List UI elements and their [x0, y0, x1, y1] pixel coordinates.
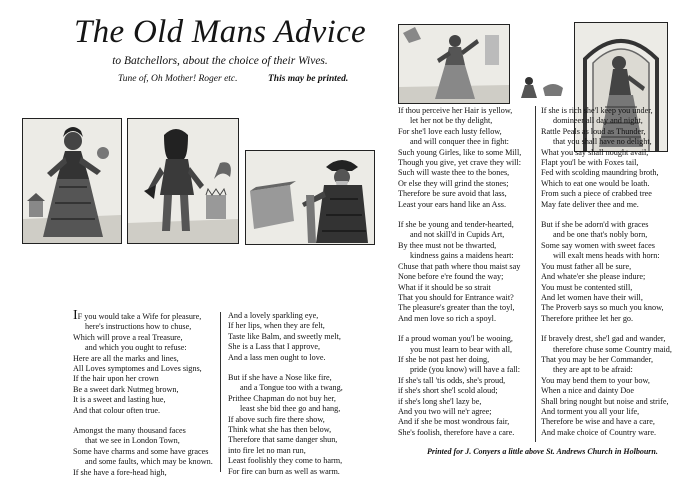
- verse-column-1: [73, 308, 213, 478]
- printed-note: This may be printed.: [268, 74, 349, 84]
- verse-line: You must be contented still,: [541, 282, 633, 292]
- verse-line: The pleasure's greater than the toyl,: [398, 303, 515, 313]
- verse-line: If she be young and tender-hearted,: [398, 220, 514, 230]
- verse-line: Think what she has then below,: [228, 425, 332, 435]
- verse-line: Or else they will grind the stones;: [398, 178, 509, 188]
- verse-line: Flapt you'l be with Foxes tail,: [541, 158, 639, 168]
- verse-line: Which to eat one would be loath.: [541, 178, 650, 188]
- verse-line: And torment you all your life,: [541, 406, 640, 416]
- verse-line: therefore chuse some Country maid,: [553, 344, 672, 354]
- verse-line: Some have charms and some have graces: [73, 446, 209, 456]
- verse-line: If her lips, when they are felt,: [228, 321, 325, 331]
- lady-woodcut: [398, 24, 510, 104]
- verse-line: Such young Girles, like to some Mill,: [398, 147, 522, 157]
- verse-line: Though you give, yet crave they will:: [398, 158, 522, 168]
- verse-line: Here are all the marks and lines,: [73, 353, 179, 363]
- verse-line: and will conquer thee in fight:: [410, 137, 509, 147]
- verse-line: Prithee Chapman do not buy her,: [228, 393, 336, 403]
- drop-cap: I: [73, 308, 78, 323]
- verse-line: And a lovely sparkling eye,: [228, 311, 319, 320]
- verse-line: that you shall have no delight,: [553, 137, 652, 147]
- verse-line: and some faults, which may be known.: [85, 457, 213, 467]
- tune-note: Tune of, Oh Mother! Roger etc.: [118, 74, 238, 84]
- ballad-subtitle: to Batchellors, about the choice of their Wives.: [112, 55, 328, 67]
- verse-line: She is a Lass that I approve,: [228, 342, 321, 352]
- verse-line: May fate deliver thee and me.: [541, 199, 639, 209]
- verse-line: You must father all be sure,: [541, 261, 632, 271]
- verse-line: If she's tall 'tis odds, she's proud,: [398, 375, 506, 385]
- verse-line: Which will prove a real Treasure,: [73, 332, 183, 342]
- verse-line: And let women have their will,: [541, 292, 643, 302]
- verse-line: and not skill'd in Cupids Art,: [410, 230, 505, 240]
- verse-line: Least your ears hand like an Ass.: [398, 199, 506, 209]
- verse-line: She's foolish, therefore have a care.: [398, 427, 515, 437]
- verse-line: If thou perceive her Hair is yellow,: [398, 106, 513, 115]
- verse-line: if she's short she'l scold aloud;: [398, 386, 498, 396]
- small-figure-icon: [513, 74, 567, 100]
- verse-line: you must learn to bear with all,: [410, 344, 513, 354]
- verse-line: and a Tongue too with a twang,: [240, 383, 343, 393]
- verse-line: All Loves symptomes and Loves signs,: [73, 364, 202, 374]
- verse-column-3: [398, 106, 521, 438]
- verse-line: If a proud woman you'l be wooing,: [398, 334, 513, 344]
- verse-line: Fed with scolding maundring broth,: [541, 168, 659, 178]
- verse-line: Therefore that same danger shun,: [228, 435, 338, 445]
- verse-line: You may bend them to your bow,: [541, 375, 650, 385]
- woman-figure-icon: [23, 119, 121, 243]
- verse-line: If bravely drest, she'l gad and wander,: [541, 334, 666, 344]
- verse-line: If above such fire there show,: [228, 414, 325, 424]
- verse-line: if she's long she'l lazy be,: [398, 396, 482, 406]
- verse-line: From such a piece of crabbed tree: [541, 189, 652, 199]
- verse-line: that we see in London Town,: [85, 436, 180, 446]
- verse-line: and which you ought to refuse:: [85, 343, 187, 353]
- gentleman-figure-icon: [128, 119, 238, 243]
- verse-line: By thee must not be thwarted,: [398, 240, 497, 250]
- small-figure-woodcut: [513, 74, 567, 100]
- lady-figure-icon: [399, 25, 509, 103]
- verse-line: kindness gains a maidens heart:: [410, 251, 514, 261]
- gentleman-woodcut: [127, 118, 239, 244]
- verse-line: It is a sweet and lasting hue,: [73, 395, 166, 405]
- verse-line: pride (you know) will have a fall:: [410, 365, 521, 375]
- woman-woodcut: [22, 118, 122, 244]
- verse-line: If the hair upon her crown: [73, 374, 159, 384]
- verse-line: And whate'er she please indure;: [541, 272, 646, 282]
- verse-line: Therefore be sure avoid that lass,: [398, 189, 507, 199]
- verse-line: When a nice and dainty Doe: [541, 386, 634, 396]
- verse-line: Therefore prithee let her go.: [541, 313, 634, 323]
- verse-column-4: [541, 106, 672, 438]
- verse-line: And you two will ne'r agree;: [398, 406, 492, 416]
- verse-line: Be a sweet dark Nutmeg brown,: [73, 384, 179, 394]
- verse-line: For she'l love each lusty fellow,: [398, 126, 502, 136]
- verse-line: Amongst the many thousand faces: [73, 426, 186, 436]
- stanza-gap: [541, 324, 672, 334]
- verse-line: IF you would take a Wife for pleasure,: [73, 308, 202, 323]
- verse-line: But if she be adorn'd with graces: [541, 220, 649, 230]
- verse-line: Shall bring nought but noise and strife,: [541, 396, 669, 406]
- stanza-gap: [398, 324, 521, 334]
- verse-line: here's instructions how to chuse,: [85, 322, 192, 332]
- verse-line: Taste like Balm, and sweetly melt,: [228, 331, 341, 341]
- old-man-seated-woodcut: [245, 150, 375, 245]
- verse-line: And men love so rich a spoyl.: [398, 313, 497, 323]
- verse-line: will exalt mens heads with horn:: [553, 251, 660, 261]
- verse-line: Such will waste thee to the bones,: [398, 168, 510, 178]
- column-divider: [535, 106, 536, 442]
- verse-line: What you say shall nought avail,: [541, 147, 649, 157]
- stanza-gap: [73, 416, 213, 426]
- verse-line: None before e're found the way;: [398, 272, 504, 282]
- verse-line: domineer all day and night,: [553, 116, 643, 126]
- verse-line: If she is rich she'l keep you under,: [541, 106, 653, 115]
- verse-line: And that colour often true.: [73, 405, 161, 415]
- verse-line: they are apt to be afraid:: [553, 365, 633, 375]
- verse-line: If she have a fore-head high,: [73, 467, 167, 477]
- verse-line: That you may be her Commander,: [541, 354, 653, 364]
- stanza-gap: [398, 210, 521, 220]
- printer-colophon: Printed for J. Conyers a little above St. Andrews Church in Holbourn.: [427, 447, 658, 456]
- verse-line: Therefore be wise and have a care,: [541, 417, 655, 427]
- verse-line: But if she have a Nose like fire,: [228, 373, 332, 383]
- verse-line: and be one that's nobly born,: [553, 230, 648, 240]
- verse-line: least she bid thee go and hang,: [240, 404, 341, 414]
- verse-line: That you should for Entrance wait?: [398, 292, 514, 302]
- old-man-figure-icon: [246, 151, 374, 244]
- ballad-title: The Old Mans Advice: [74, 14, 366, 50]
- verse-column-2: [228, 311, 343, 477]
- verse-line: The Proverb says so much you know,: [541, 303, 664, 313]
- verse-line: let her not be thy delight,: [410, 116, 493, 126]
- verse-line: If she be not past her doing,: [398, 354, 490, 364]
- verse-line: And if she be most wondrous fair,: [398, 417, 510, 427]
- verse-line: Some say women with sweet faces: [541, 240, 655, 250]
- stanza-gap: [541, 210, 672, 220]
- stanza-gap: [228, 363, 343, 373]
- column-divider: [220, 312, 221, 472]
- verse-line: And a lass men ought to love.: [228, 352, 326, 362]
- verse-line: What if it should be so strait: [398, 282, 491, 292]
- verse-line: For fire can burn as well as warm.: [228, 466, 340, 476]
- verse-line: into fire let no man run,: [228, 445, 306, 455]
- verse-line: Least foolishly they come to harm,: [228, 456, 343, 466]
- verse-line: Rattle Peals as loud as Thunder,: [541, 126, 646, 136]
- verse-line: And make choice of Country ware.: [541, 427, 657, 437]
- verse-line: Chuse that path where thou maist say: [398, 261, 521, 271]
